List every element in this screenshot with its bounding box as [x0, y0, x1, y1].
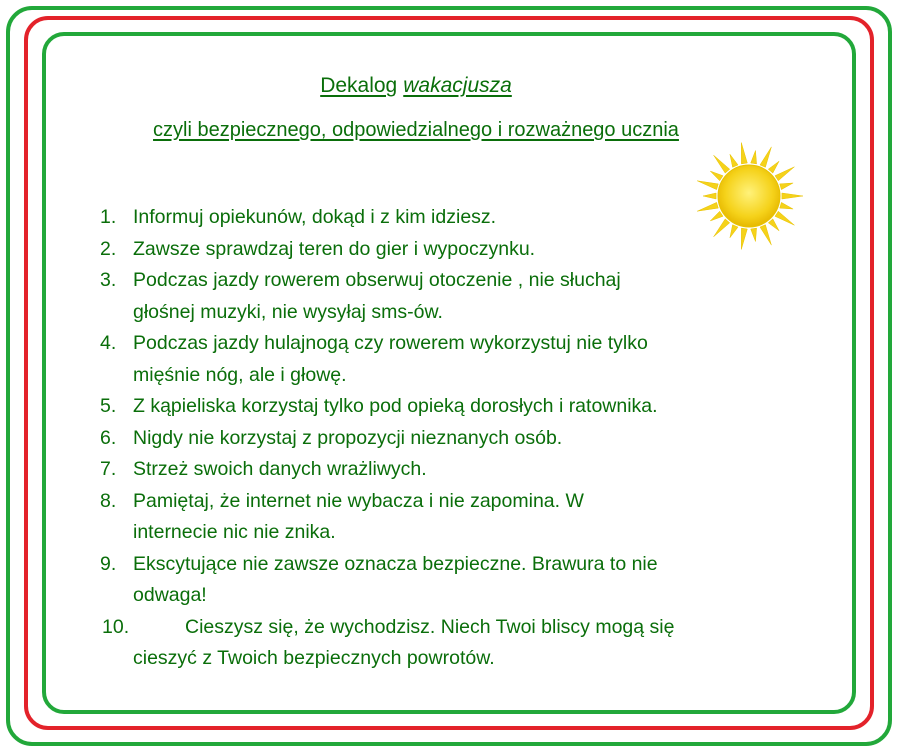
item-line: internecie nic nie znika. — [133, 521, 336, 543]
item-number: 10. — [102, 615, 130, 638]
item-line: Nigdy nie korzystaj z propozycji nieznanych osób. — [133, 426, 563, 449]
list-item — [100, 454, 760, 486]
item-line: mięśnie nóg, ale i głowę. — [133, 363, 347, 386]
item-line: Podczas jazdy hulajnogą czy rowerem wykorzystuj nie tylko — [133, 332, 648, 354]
item-number: 6. — [100, 426, 117, 449]
item-number: 8. — [100, 489, 117, 512]
page-subtitle: czyli bezpiecznego, odpowiedzialnego i rozważnego ucznia — [153, 119, 679, 141]
title-emphasis: wakacjusza — [403, 74, 512, 97]
item-line: Z kąpieliska korzystaj tylko pod opieką dorosłych i ratownika. — [133, 395, 658, 417]
list-item — [100, 549, 760, 612]
item-line: Pamiętaj, że internet nie wybacza i nie zapomina. W — [133, 489, 584, 512]
item-line: Strzeż swoich danych wrażliwych. — [133, 458, 427, 480]
list-item — [100, 423, 760, 455]
page-title — [0, 74, 832, 98]
item-number: 4. — [100, 332, 117, 354]
item-line: Informuj opiekunów, dokąd i z kim idziesz. — [133, 206, 497, 228]
item-line: Zawsze sprawdzaj teren do gier i wypoczynku. — [133, 237, 536, 260]
rules-list — [100, 202, 760, 675]
list-item — [100, 202, 760, 234]
item-number: 3. — [100, 269, 117, 291]
list-item — [100, 391, 760, 423]
item-line: cieszyć z Twoich bezpiecznych powrotów. — [133, 647, 495, 669]
item-line: Podczas jazdy rowerem obserwuj otoczenie , nie słuchaj — [133, 269, 621, 291]
item-line: głośnej muzyki, nie wysyłaj sms-ów. — [133, 300, 443, 323]
list-item — [100, 328, 760, 391]
item-number: 7. — [100, 458, 117, 480]
list-item — [100, 234, 760, 266]
title-main: Dekalog — [320, 74, 398, 97]
list-item — [100, 612, 760, 675]
item-number: 1. — [100, 206, 117, 228]
item-line: Cieszysz się, że wychodzisz. Niech Twoi bliscy mogą się — [185, 615, 675, 638]
list-item — [100, 265, 760, 328]
item-number: 5. — [100, 395, 117, 417]
item-line: odwaga! — [133, 584, 207, 606]
item-line: Ekscytujące nie zawsze oznacza bezpieczne. Brawura to nie — [133, 552, 658, 575]
item-number: 2. — [100, 237, 117, 260]
list-item — [100, 486, 760, 549]
item-number: 9. — [100, 552, 117, 575]
